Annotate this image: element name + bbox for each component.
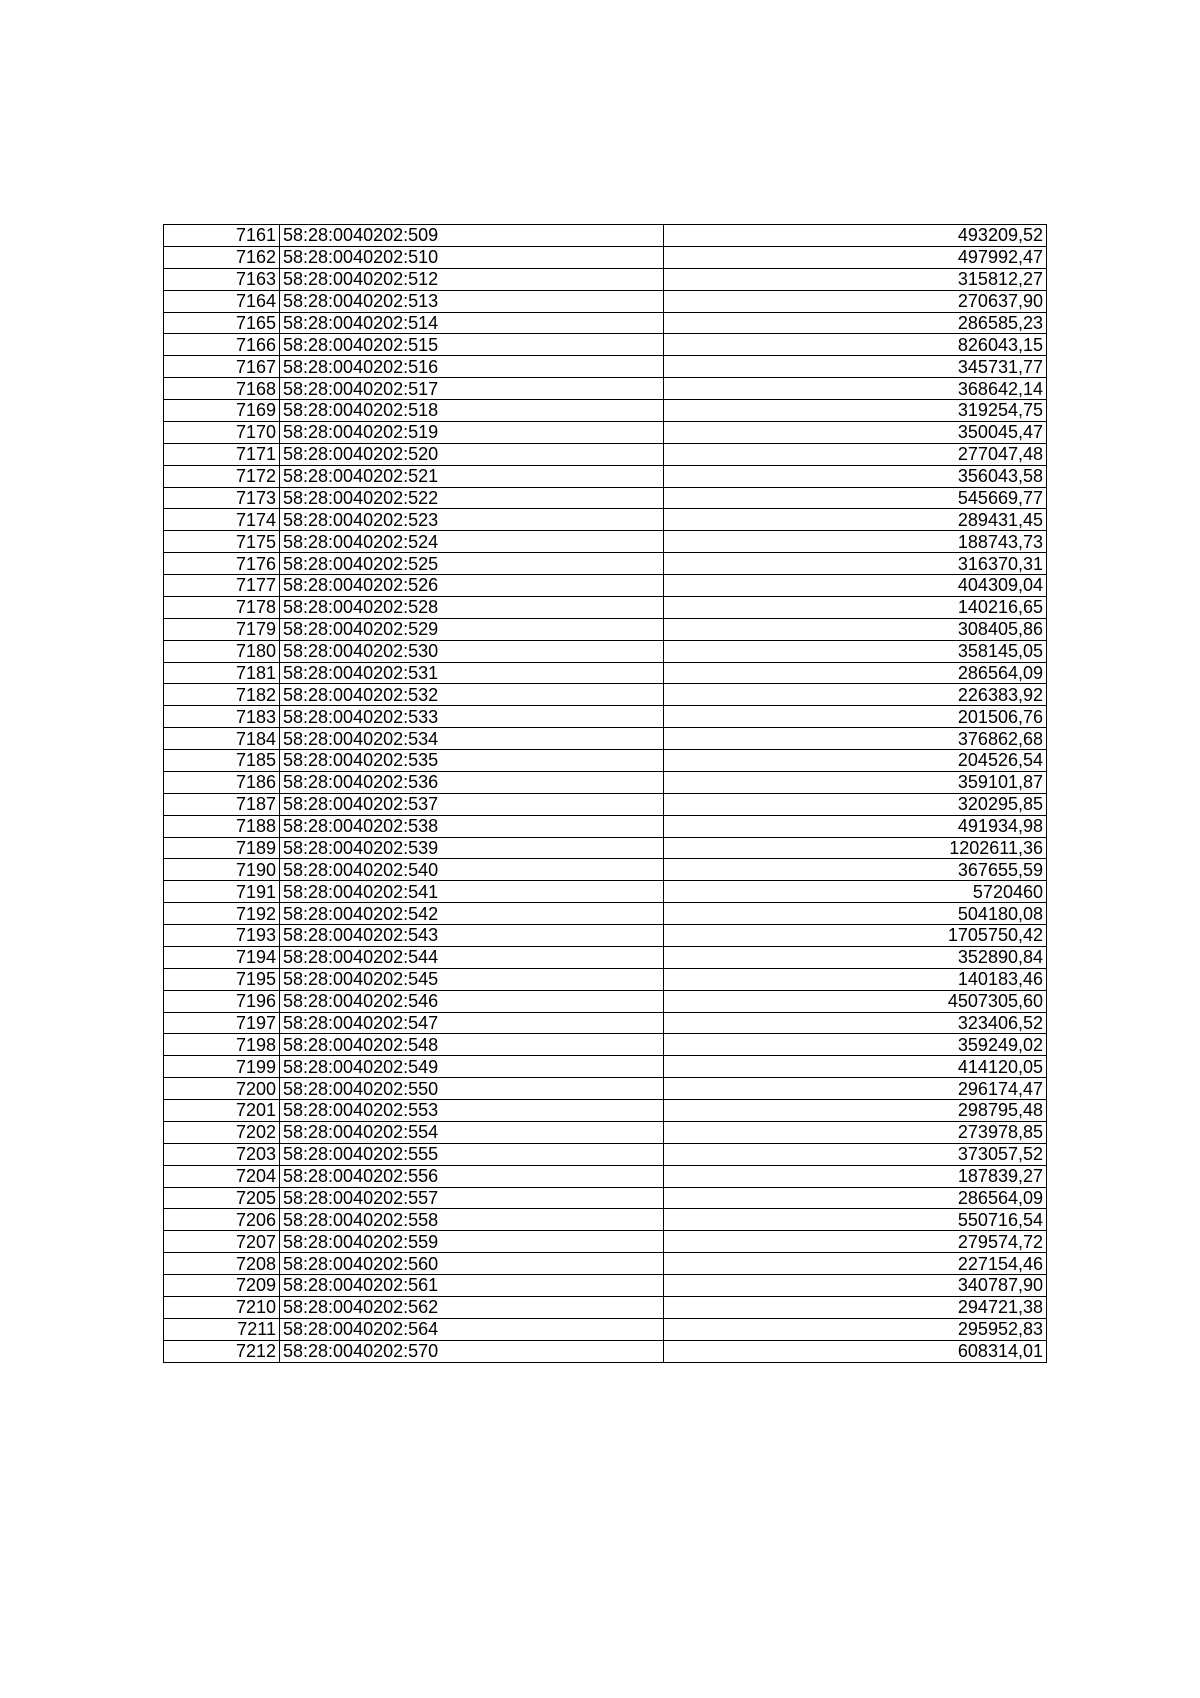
table-row — [164, 531, 1047, 553]
row-number-cell: 7194 — [164, 946, 280, 968]
row-number-cell: 7190 — [164, 859, 280, 881]
row-number-cell: 7169 — [164, 400, 280, 422]
cadastral-number-cell: 58:28:0040202:523 — [280, 509, 664, 531]
cadastral-number-cell: 58:28:0040202:524 — [280, 531, 664, 553]
cadastral-value-cell: 226383,92 — [664, 684, 1047, 706]
cadastral-value-cell: 294721,38 — [664, 1296, 1047, 1318]
row-number-cell: 7197 — [164, 1012, 280, 1034]
cadastral-value-cell: 295952,83 — [664, 1318, 1047, 1340]
row-number-cell: 7176 — [164, 553, 280, 575]
table-row — [164, 750, 1047, 772]
row-number-cell: 7182 — [164, 684, 280, 706]
cadastral-value-cell: 5720460 — [664, 881, 1047, 903]
cadastral-number-cell: 58:28:0040202:555 — [280, 1143, 664, 1165]
table-row — [164, 400, 1047, 422]
table-row — [164, 1187, 1047, 1209]
row-number-cell: 7211 — [164, 1318, 280, 1340]
row-number-cell: 7166 — [164, 334, 280, 356]
row-number-cell: 7165 — [164, 312, 280, 334]
row-number-cell: 7181 — [164, 662, 280, 684]
table-row — [164, 1165, 1047, 1187]
cadastral-value-cell: 358145,05 — [664, 640, 1047, 662]
row-number-cell: 7174 — [164, 509, 280, 531]
row-number-cell: 7164 — [164, 290, 280, 312]
cadastral-number-cell: 58:28:0040202:526 — [280, 575, 664, 597]
table-row — [164, 1078, 1047, 1100]
table-row — [164, 1012, 1047, 1034]
cadastral-number-cell: 58:28:0040202:542 — [280, 903, 664, 925]
row-number-cell: 7172 — [164, 465, 280, 487]
cadastral-number-cell: 58:28:0040202:550 — [280, 1078, 664, 1100]
cadastral-value-cell: 270637,90 — [664, 290, 1047, 312]
cadastral-number-cell: 58:28:0040202:541 — [280, 881, 664, 903]
table-row — [164, 268, 1047, 290]
cadastral-value-cell: 188743,73 — [664, 531, 1047, 553]
cadastral-number-cell: 58:28:0040202:536 — [280, 771, 664, 793]
cadastral-number-cell: 58:28:0040202:514 — [280, 312, 664, 334]
table-row — [164, 968, 1047, 990]
table-row — [164, 1340, 1047, 1362]
table-row — [164, 1100, 1047, 1122]
row-number-cell: 7189 — [164, 837, 280, 859]
row-number-cell: 7177 — [164, 575, 280, 597]
table-row — [164, 859, 1047, 881]
cadastral-number-cell: 58:28:0040202:544 — [280, 946, 664, 968]
table-row — [164, 662, 1047, 684]
table-row — [164, 312, 1047, 334]
cadastral-value-cell: 296174,47 — [664, 1078, 1047, 1100]
cadastral-number-cell: 58:28:0040202:561 — [280, 1275, 664, 1297]
cadastral-value-cell: 204526,54 — [664, 750, 1047, 772]
cadastral-number-cell: 58:28:0040202:543 — [280, 925, 664, 947]
table-row — [164, 1275, 1047, 1297]
row-number-cell: 7205 — [164, 1187, 280, 1209]
table-row — [164, 1209, 1047, 1231]
cadastral-value-cell: 273978,85 — [664, 1121, 1047, 1143]
cadastral-number-cell: 58:28:0040202:518 — [280, 400, 664, 422]
cadastral-value-cell: 1705750,42 — [664, 925, 1047, 947]
row-number-cell: 7173 — [164, 487, 280, 509]
cadastral-number-cell: 58:28:0040202:562 — [280, 1296, 664, 1318]
row-number-cell: 7207 — [164, 1231, 280, 1253]
table-row — [164, 946, 1047, 968]
cadastral-number-cell: 58:28:0040202:556 — [280, 1165, 664, 1187]
row-number-cell: 7196 — [164, 990, 280, 1012]
cadastral-value-cell: 373057,52 — [664, 1143, 1047, 1165]
table-row — [164, 990, 1047, 1012]
cadastral-value-cell: 352890,84 — [664, 946, 1047, 968]
cadastral-value-cell: 376862,68 — [664, 728, 1047, 750]
row-number-cell: 7183 — [164, 706, 280, 728]
cadastral-value-cell: 4507305,60 — [664, 990, 1047, 1012]
cadastral-value-cell: 140216,65 — [664, 596, 1047, 618]
row-number-cell: 7202 — [164, 1121, 280, 1143]
table-body — [164, 225, 1047, 1363]
row-number-cell: 7185 — [164, 750, 280, 772]
row-number-cell: 7191 — [164, 881, 280, 903]
table-row — [164, 640, 1047, 662]
table-row — [164, 1296, 1047, 1318]
table-row — [164, 728, 1047, 750]
cadastral-number-cell: 58:28:0040202:531 — [280, 662, 664, 684]
row-number-cell: 7184 — [164, 728, 280, 750]
row-number-cell: 7161 — [164, 225, 280, 247]
cadastral-value-cell: 319254,75 — [664, 400, 1047, 422]
table-row — [164, 575, 1047, 597]
cadastral-number-cell: 58:28:0040202:512 — [280, 268, 664, 290]
cadastral-number-cell: 58:28:0040202:547 — [280, 1012, 664, 1034]
cadastral-value-cell: 201506,76 — [664, 706, 1047, 728]
table-row — [164, 925, 1047, 947]
table-row — [164, 487, 1047, 509]
row-number-cell: 7167 — [164, 356, 280, 378]
cadastral-value-table — [163, 224, 1047, 1363]
table-row — [164, 509, 1047, 531]
cadastral-value-cell: 1202611,36 — [664, 837, 1047, 859]
table-row — [164, 553, 1047, 575]
cadastral-number-cell: 58:28:0040202:533 — [280, 706, 664, 728]
cadastral-value-cell: 315812,27 — [664, 268, 1047, 290]
cadastral-number-cell: 58:28:0040202:559 — [280, 1231, 664, 1253]
cadastral-number-cell: 58:28:0040202:549 — [280, 1056, 664, 1078]
cadastral-number-cell: 58:28:0040202:546 — [280, 990, 664, 1012]
cadastral-value-cell: 359101,87 — [664, 771, 1047, 793]
table-row — [164, 225, 1047, 247]
table-row — [164, 246, 1047, 268]
table-row — [164, 356, 1047, 378]
cadastral-value-cell: 227154,46 — [664, 1253, 1047, 1275]
row-number-cell: 7199 — [164, 1056, 280, 1078]
cadastral-value-cell: 187839,27 — [664, 1165, 1047, 1187]
row-number-cell: 7163 — [164, 268, 280, 290]
table-row — [164, 793, 1047, 815]
table-row — [164, 706, 1047, 728]
row-number-cell: 7171 — [164, 443, 280, 465]
cadastral-value-cell: 368642,14 — [664, 378, 1047, 400]
cadastral-number-cell: 58:28:0040202:530 — [280, 640, 664, 662]
cadastral-value-cell: 359249,02 — [664, 1034, 1047, 1056]
table-row — [164, 1253, 1047, 1275]
cadastral-value-cell: 356043,58 — [664, 465, 1047, 487]
cadastral-value-cell: 323406,52 — [664, 1012, 1047, 1034]
cadastral-value-cell: 367655,59 — [664, 859, 1047, 881]
cadastral-value-cell: 277047,48 — [664, 443, 1047, 465]
cadastral-number-cell: 58:28:0040202:539 — [280, 837, 664, 859]
cadastral-number-cell: 58:28:0040202:564 — [280, 1318, 664, 1340]
table-row — [164, 684, 1047, 706]
cadastral-value-cell: 497992,47 — [664, 246, 1047, 268]
cadastral-value-cell: 826043,15 — [664, 334, 1047, 356]
cadastral-number-cell: 58:28:0040202:517 — [280, 378, 664, 400]
cadastral-value-cell: 493209,52 — [664, 225, 1047, 247]
cadastral-number-cell: 58:28:0040202:525 — [280, 553, 664, 575]
row-number-cell: 7179 — [164, 618, 280, 640]
cadastral-value-cell: 550716,54 — [664, 1209, 1047, 1231]
cadastral-value-cell: 286585,23 — [664, 312, 1047, 334]
table-row — [164, 1231, 1047, 1253]
cadastral-number-cell: 58:28:0040202:548 — [280, 1034, 664, 1056]
table-row — [164, 815, 1047, 837]
row-number-cell: 7192 — [164, 903, 280, 925]
cadastral-number-cell: 58:28:0040202:558 — [280, 1209, 664, 1231]
row-number-cell: 7209 — [164, 1275, 280, 1297]
table-row — [164, 903, 1047, 925]
cadastral-number-cell: 58:28:0040202:532 — [280, 684, 664, 706]
cadastral-value-cell: 140183,46 — [664, 968, 1047, 990]
cadastral-number-cell: 58:28:0040202:513 — [280, 290, 664, 312]
row-number-cell: 7170 — [164, 421, 280, 443]
row-number-cell: 7178 — [164, 596, 280, 618]
row-number-cell: 7186 — [164, 771, 280, 793]
table-row — [164, 771, 1047, 793]
table-row — [164, 618, 1047, 640]
cadastral-number-cell: 58:28:0040202:529 — [280, 618, 664, 640]
table-row — [164, 290, 1047, 312]
cadastral-value-cell: 289431,45 — [664, 509, 1047, 531]
row-number-cell: 7175 — [164, 531, 280, 553]
row-number-cell: 7210 — [164, 1296, 280, 1318]
cadastral-number-cell: 58:28:0040202:535 — [280, 750, 664, 772]
cadastral-number-cell: 58:28:0040202:520 — [280, 443, 664, 465]
cadastral-number-cell: 58:28:0040202:545 — [280, 968, 664, 990]
row-number-cell: 7204 — [164, 1165, 280, 1187]
table-row — [164, 421, 1047, 443]
table-row — [164, 1121, 1047, 1143]
cadastral-value-cell: 308405,86 — [664, 618, 1047, 640]
row-number-cell: 7180 — [164, 640, 280, 662]
cadastral-number-cell: 58:28:0040202:537 — [280, 793, 664, 815]
table-row — [164, 443, 1047, 465]
table-row — [164, 1143, 1047, 1165]
cadastral-number-cell: 58:28:0040202:540 — [280, 859, 664, 881]
row-number-cell: 7193 — [164, 925, 280, 947]
cadastral-value-cell: 316370,31 — [664, 553, 1047, 575]
row-number-cell: 7188 — [164, 815, 280, 837]
cadastral-value-cell: 279574,72 — [664, 1231, 1047, 1253]
table-row — [164, 1034, 1047, 1056]
cadastral-number-cell: 58:28:0040202:519 — [280, 421, 664, 443]
row-number-cell: 7195 — [164, 968, 280, 990]
cadastral-value-cell: 345731,77 — [664, 356, 1047, 378]
cadastral-value-cell: 491934,98 — [664, 815, 1047, 837]
cadastral-number-cell: 58:28:0040202:538 — [280, 815, 664, 837]
cadastral-number-cell: 58:28:0040202:510 — [280, 246, 664, 268]
row-number-cell: 7168 — [164, 378, 280, 400]
cadastral-value-cell: 340787,90 — [664, 1275, 1047, 1297]
cadastral-number-cell: 58:28:0040202:570 — [280, 1340, 664, 1362]
cadastral-number-cell: 58:28:0040202:554 — [280, 1121, 664, 1143]
cadastral-number-cell: 58:28:0040202:553 — [280, 1100, 664, 1122]
table-row — [164, 1056, 1047, 1078]
table-row — [164, 334, 1047, 356]
cadastral-number-cell: 58:28:0040202:522 — [280, 487, 664, 509]
cadastral-number-cell: 58:28:0040202:515 — [280, 334, 664, 356]
row-number-cell: 7206 — [164, 1209, 280, 1231]
row-number-cell: 7200 — [164, 1078, 280, 1100]
cadastral-value-cell: 504180,08 — [664, 903, 1047, 925]
table-row — [164, 881, 1047, 903]
row-number-cell: 7198 — [164, 1034, 280, 1056]
table-row — [164, 378, 1047, 400]
cadastral-number-cell: 58:28:0040202:560 — [280, 1253, 664, 1275]
cadastral-number-cell: 58:28:0040202:509 — [280, 225, 664, 247]
row-number-cell: 7201 — [164, 1100, 280, 1122]
table-row — [164, 1318, 1047, 1340]
cadastral-number-cell: 58:28:0040202:557 — [280, 1187, 664, 1209]
cadastral-value-cell: 286564,09 — [664, 662, 1047, 684]
row-number-cell: 7162 — [164, 246, 280, 268]
cadastral-value-cell: 414120,05 — [664, 1056, 1047, 1078]
cadastral-value-cell: 608314,01 — [664, 1340, 1047, 1362]
row-number-cell: 7212 — [164, 1340, 280, 1362]
cadastral-value-cell: 320295,85 — [664, 793, 1047, 815]
row-number-cell: 7208 — [164, 1253, 280, 1275]
cadastral-value-cell: 545669,77 — [664, 487, 1047, 509]
table-row — [164, 837, 1047, 859]
cadastral-value-cell: 404309,04 — [664, 575, 1047, 597]
cadastral-number-cell: 58:28:0040202:516 — [280, 356, 664, 378]
cadastral-number-cell: 58:28:0040202:528 — [280, 596, 664, 618]
cadastral-value-cell: 298795,48 — [664, 1100, 1047, 1122]
cadastral-number-cell: 58:28:0040202:534 — [280, 728, 664, 750]
cadastral-value-cell: 286564,09 — [664, 1187, 1047, 1209]
cadastral-value-cell: 350045,47 — [664, 421, 1047, 443]
cadastral-number-cell: 58:28:0040202:521 — [280, 465, 664, 487]
row-number-cell: 7203 — [164, 1143, 280, 1165]
table-row — [164, 465, 1047, 487]
table-row — [164, 596, 1047, 618]
row-number-cell: 7187 — [164, 793, 280, 815]
